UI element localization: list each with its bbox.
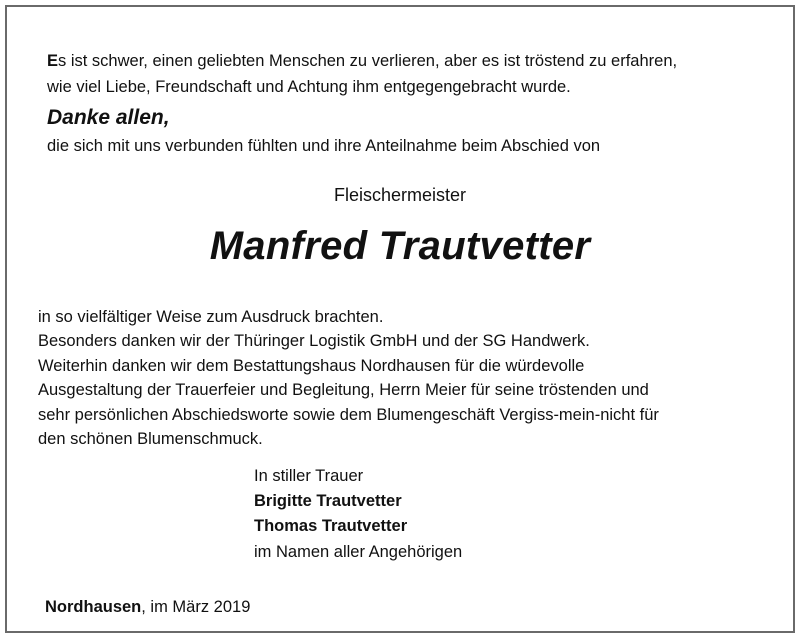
signature-closing: im Namen aller Angehörigen (254, 543, 463, 561)
body-line: Besonders danken wir der Thüringer Logistik GmbH und der SG Handwerk. (38, 332, 590, 350)
thanks-heading: Danke allen, (47, 106, 170, 129)
intro-line-1 (47, 51, 677, 71)
intro-line-1-text: s ist schwer, einen geliebten Menschen zu verlieren, aber es ist tröstend zu erfahren, (58, 52, 678, 70)
body-line: Ausgestaltung der Trauerfeier und Begleitung, Herrn Meier für seine tröstenden und (38, 381, 649, 399)
intro-line-2: wie viel Liebe, Freundschaft und Achtung ihm entgegengebracht wurde. (47, 78, 571, 96)
body-line: den schönen Blumenschmuck. (38, 430, 263, 448)
mourner-name: Thomas Trautvetter (254, 517, 408, 535)
mourner-name: Brigitte Trautvetter (254, 492, 402, 510)
body-line: in so vielfältiger Weise zum Ausdruck brachten. (38, 308, 384, 326)
place-city: Nordhausen (45, 598, 142, 616)
intro-line-3: die sich mit uns verbunden fühlten und ihre Anteilnahme beim Abschied von (47, 137, 601, 155)
deceased-name: Manfred Trautvetter (209, 224, 591, 268)
body-line: sehr persönlichen Abschiedsworte sowie dem Blumengeschäft Vergiss-mein-nicht für (38, 406, 659, 424)
intro-initial-letter: E (47, 52, 59, 70)
body-line: Weiterhin danken wir dem Bestattungshaus Nordhausen für die würdevolle (38, 357, 585, 375)
mourning-line: In stiller Trauer (254, 467, 364, 485)
place-and-date (45, 597, 250, 617)
place-date: , im März 2019 (141, 598, 251, 616)
deceased-occupation: Fleischermeister (333, 185, 467, 205)
obituary-notice-frame (5, 5, 795, 633)
